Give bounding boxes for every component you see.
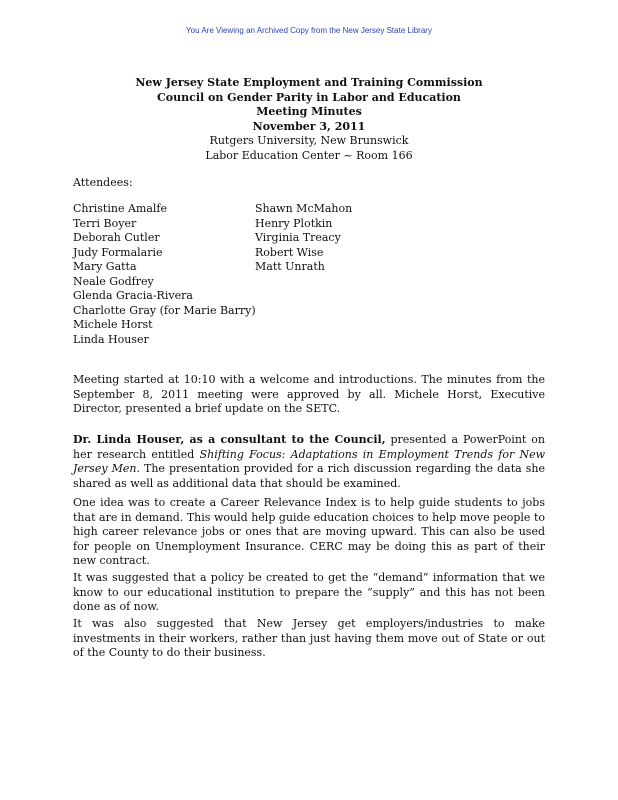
paragraph-investments: It was also suggested that New Jersey get employers/industries to make investments in their workers, rather than just having them move out of State or out of the County to do their business. xyxy=(73,617,545,659)
attendee: Glenda Gracia-Rivera xyxy=(73,289,193,302)
attendee: Michele Horst xyxy=(73,318,153,331)
header-meeting-minutes: Meeting Minutes xyxy=(256,105,362,118)
archive-banner[interactable]: You Are Viewing an Archived Copy from the New Jersey State Library xyxy=(186,26,432,35)
attendee: Deborah Cutler xyxy=(73,231,160,244)
header-location: Rutgers University, New Brunswick xyxy=(209,134,409,147)
attendees-right-column xyxy=(255,202,352,275)
attendee: Judy Formalarie xyxy=(73,245,163,259)
paragraph-career-index: One idea was to create a Career Relevance Index is to help guide students to jobs that are in demand. This would help guide education choices to help move people to high career relevance jobs or ones that are moving upward. This can also be used for people on Unemployment Insurance. CERC may be doing this as part of their new contract. xyxy=(73,496,545,567)
attendee: Shawn McMahon xyxy=(255,202,353,215)
research-title: Shifting Focus: Adaptations in Employment Trends for New Jersey Men. xyxy=(73,447,545,475)
paragraph-presentation xyxy=(73,433,545,491)
document-header xyxy=(0,76,618,163)
paragraph-policy: It was suggested that a policy be created to get the “demand” information that we know to our educational institution to prepare the “supply” and this has not been done as of now. xyxy=(73,571,545,613)
attendee: Terri Boyer xyxy=(73,216,137,230)
attendee: Virginia Treacy xyxy=(255,231,341,244)
header-date: November 3, 2011 xyxy=(252,119,366,133)
attendees-label: Attendees: xyxy=(73,176,133,189)
presenter-name: Dr. Linda Houser, as a consultant to the Council, xyxy=(73,433,386,446)
attendee: Neale Godfrey xyxy=(73,274,154,288)
attendees-left-column xyxy=(73,202,256,347)
header-commission: New Jersey State Employment and Training Commission xyxy=(135,76,483,89)
header-council: Council on Gender Parity in Labor and Education xyxy=(157,90,461,104)
attendee: Christine Amalfe xyxy=(73,202,167,215)
presentation-text-1: presented a PowerPoint on her research entitled xyxy=(73,433,545,461)
attendee: Robert Wise xyxy=(255,245,324,259)
attendee: Henry Plotkin xyxy=(255,216,333,230)
header-room: Labor Education Center ~ Room 166 xyxy=(205,148,413,162)
attendee: Mary Gatta xyxy=(73,260,137,273)
attendee: Charlotte Gray (for Marie Barry) xyxy=(73,303,256,317)
attendee: Matt Unrath xyxy=(255,260,325,273)
paragraph-meeting-start: Meeting started at 10:10 with a welcome and introductions. The minutes from the September 8, 2011 meeting were approved by all. Michele Horst, Executive Director, presented a brief update on the SETC. xyxy=(73,373,545,415)
attendee: Linda Houser xyxy=(73,332,149,346)
presentation-text-2: The presentation provided for a rich discussion regarding the data she shared as well as additional data that should be examined. xyxy=(73,462,545,490)
